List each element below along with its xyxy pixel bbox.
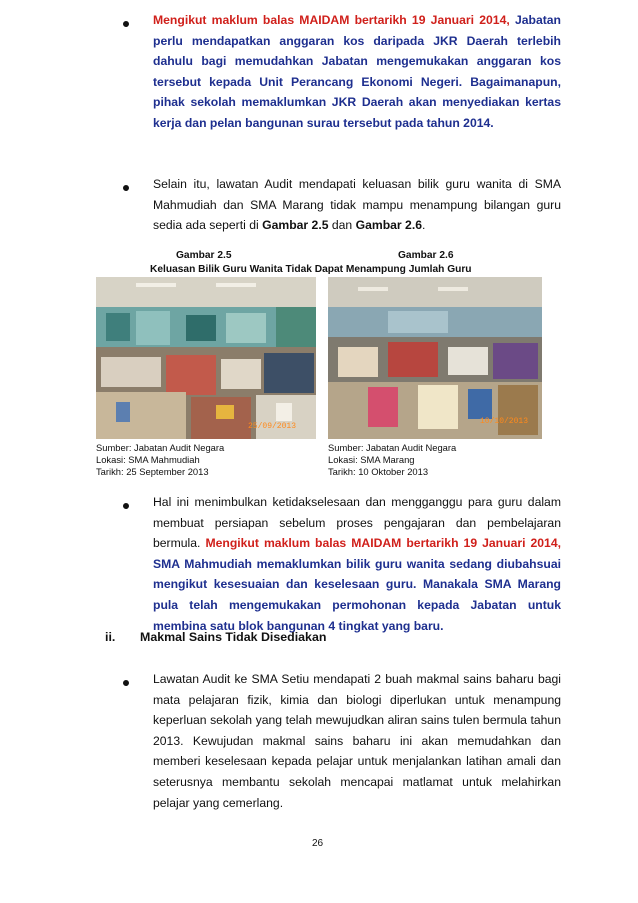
location-line: Lokasi: SMA Marang [328,454,415,465]
photo-illustration [328,277,542,439]
paragraph-text: Hal ini menimbulkan ketidakselesaan dan mengganggu para guru dalam membuat persiapan sebelum proses pengajaran dan pembelajaran bermula. [153,495,561,551]
feedback-body-text: Manakala SMA Marang pula telah mengemukakan permohonan kepada Jabatan untuk membina satu blok bangunan 4 tingkat yang baru. [153,577,562,633]
source-line: Sumber: Jabatan Audit Negara [328,442,457,453]
bullet-marker [123,503,129,509]
paragraph-text: Selain itu, lawatan Audit mendapati keluasan bilik guru wanita di SMA Mahmudiah dan SMA Marang tidak mampu menampung bilangan guru sedia ada seperti di [153,177,561,233]
feedback-body-text: SMA Mahmudiah memaklumkan bilik guru wanita sedang diubahsuai mengikut kesesuaian dan keselesaan guru. [153,556,561,592]
bullet-marker [123,680,129,686]
feedback-body-text: Jabatan perlu mendapatkan anggaran kos daripada JKR Daerah terlebih dahulu bagi memudahkan Jabatan mengemukakan anggaran kos tersebut kepada Unit Perancang Ekonomi Negeri. Bagaimanapun, pihak sekolah memaklumkan JKR Daerah akan menyediakan kertas kerja dan pelan bangunan surau tersebut pada tahun 2014. [153,13,561,130]
figure-source-right [328,442,456,478]
bullet-marker [123,185,129,191]
page-number: 26 [312,838,324,849]
section-number: ii. [105,630,116,644]
date-line: Tarikh: 25 September 2013 [96,466,209,477]
section-title: Makmal Sains Tidak Disediakan [140,630,327,644]
photo-bilik-guru-marang [328,277,542,439]
figure-reference: Gambar 2.5 [262,218,329,233]
figure-label-left: Gambar 2.5 [176,250,232,261]
location-line: Lokasi: SMA Mahmudiah [96,454,200,465]
figure-label-right: Gambar 2.6 [398,250,454,261]
paragraph-maidam-surau [153,10,561,134]
paragraph-text: dan [331,218,353,233]
figure-reference: Gambar 2.6 [355,218,422,233]
figure-title: Keluasan Bilik Guru Wanita Tidak Dapat Menampung Jumlah Guru [150,264,472,275]
feedback-date-text: Mengikut maklum balas MAIDAM bertarikh 19 Januari 2014, [205,536,561,551]
photo-bilik-guru-mahmudiah [96,277,316,439]
paragraph-text: Lawatan Audit ke SMA Setiu mendapati 2 buah makmal sains baharu bagi mata pelajaran fizik, kimia dan biologi diperlukan untuk menampung keperluan sekolah yang telah mewujudkan aliran sains tulen bermula tahun 2013. Kewujudan makmal sains baharu ini akan memudahkan dan memberi keselesaan kepada pelajar untuk menjalankan latihan amali dan seterusnya membantu sekolah mencapai matlamat untuk melahirkan pelajar yang cemerlang. [153,672,561,810]
photo-illustration [96,277,316,439]
figure-source-left [96,442,224,478]
paragraph-ketidakselesaan [153,492,561,636]
photo-date-stamp: 10/10/2013 [480,417,529,426]
bullet-marker [123,21,129,27]
paragraph-text: . [422,218,426,233]
feedback-date-text: Mengikut maklum balas MAIDAM bertarikh 19 Januari 2014, [153,13,510,27]
photo-date-stamp: 25/09/2013 [248,422,297,431]
date-line: Tarikh: 10 Oktober 2013 [328,466,429,477]
paragraph-makmal-sains [153,669,561,813]
source-line: Sumber: Jabatan Audit Negara [96,442,225,453]
paragraph-bilik-guru [153,174,561,236]
